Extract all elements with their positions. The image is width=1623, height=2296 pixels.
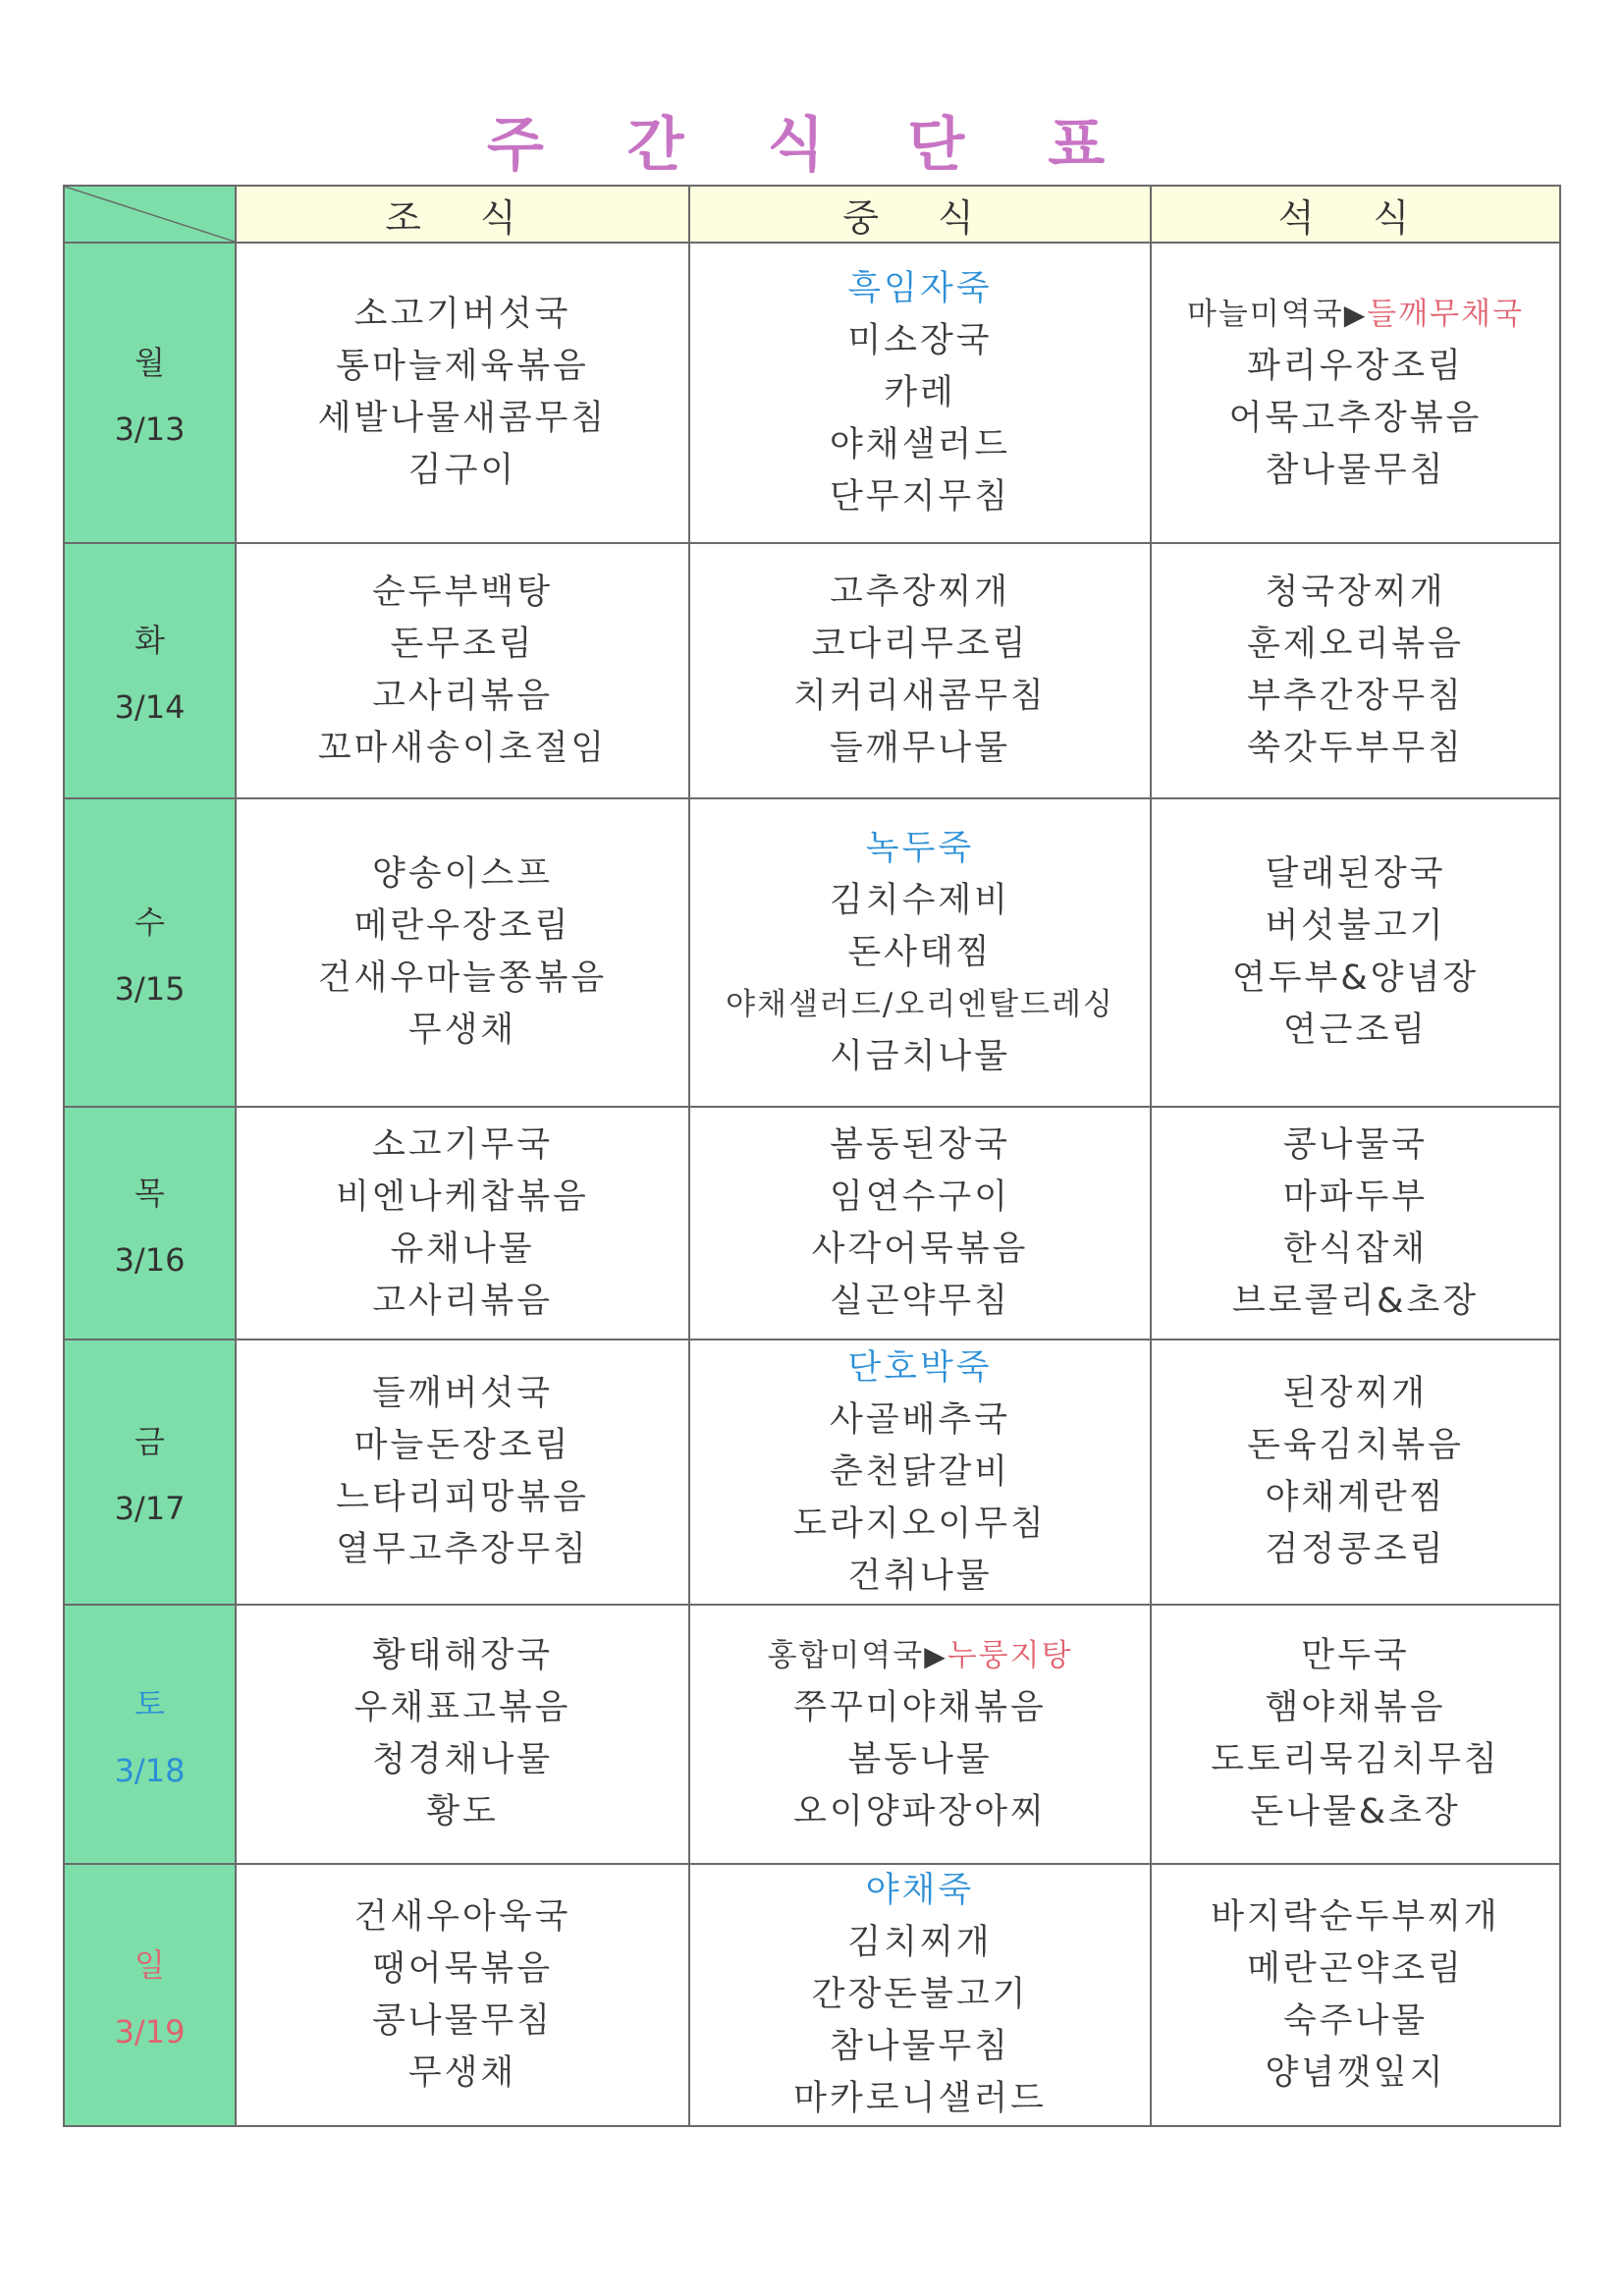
menu-item: 야채샐러드 bbox=[829, 424, 1011, 465]
lunch-cell bbox=[689, 798, 1151, 1107]
dinner-cell bbox=[1151, 1605, 1560, 1864]
menu-item: 코다리무조림 bbox=[811, 625, 1029, 664]
menu-item: 연근조림 bbox=[1282, 1011, 1429, 1050]
day-row bbox=[64, 798, 1560, 1107]
menu-item: 꼬마새송이초절임 bbox=[317, 729, 608, 768]
dinner-cell bbox=[1151, 543, 1560, 798]
menu-item: 들깨버섯국 bbox=[371, 1374, 554, 1413]
breakfast-cell bbox=[236, 1864, 689, 2126]
header-row bbox=[64, 186, 1560, 243]
menu-item: 봄동나물 bbox=[847, 1740, 993, 1779]
menu-item: 미소장국 bbox=[847, 320, 993, 360]
lunch-cell bbox=[689, 1339, 1151, 1605]
weekly-menu-table bbox=[63, 185, 1561, 2127]
porridge-item: 야채죽 bbox=[865, 1871, 975, 1910]
day-row bbox=[64, 1605, 1560, 1864]
menu-item: 순두부백탕 bbox=[371, 573, 554, 612]
menu-item: 세발나물새콤무침 bbox=[317, 399, 608, 438]
menu-item: 비엔나케찹볶음 bbox=[336, 1176, 589, 1217]
menu-item: 무생채 bbox=[407, 2052, 517, 2093]
menu-item: 콩나물국 bbox=[1282, 1124, 1429, 1165]
day-name: 화 bbox=[135, 622, 165, 659]
porridge-item: 흑임자죽 bbox=[847, 268, 993, 308]
menu-item: 유채나물 bbox=[390, 1229, 535, 1269]
day-date: 3/19 bbox=[114, 2012, 186, 2050]
breakfast-cell bbox=[236, 543, 689, 798]
breakfast-cell bbox=[236, 243, 689, 543]
menu-item: 봄동된장국 bbox=[829, 1124, 1011, 1165]
day-name: 토 bbox=[135, 1685, 165, 1722]
menu-item: 된장찌개 bbox=[1282, 1374, 1429, 1413]
menu-item: 만두국 bbox=[1301, 1636, 1410, 1675]
menu-item: 양송이스프 bbox=[371, 854, 554, 894]
page-title: 주 간 식 단 표 bbox=[486, 111, 1137, 180]
diagonal-line bbox=[65, 187, 235, 242]
menu-item: 우채표고볶음 bbox=[353, 1688, 571, 1727]
menu-item: 청경채나물 bbox=[371, 1740, 554, 1779]
menu-item: 사골배추국 bbox=[829, 1399, 1011, 1440]
arrow-icon: ▶ bbox=[1343, 299, 1368, 331]
lunch-cell bbox=[689, 543, 1151, 798]
arrow-icon: ▶ bbox=[924, 1640, 947, 1672]
menu-item: 메란우장조림 bbox=[353, 906, 571, 946]
day-name: 금 bbox=[135, 1423, 165, 1460]
menu-item: 간장돈불고기 bbox=[811, 1975, 1029, 2014]
breakfast-cell bbox=[236, 1339, 689, 1605]
menu-item: 버섯불고기 bbox=[1265, 906, 1446, 946]
menu-item: 무생채 bbox=[407, 1011, 517, 1050]
day-date: 3/17 bbox=[114, 1490, 186, 1527]
menu-item: 황태해장국 bbox=[371, 1636, 554, 1675]
day-cell bbox=[64, 1864, 236, 2126]
menu-item: 야채샐러드/오리엔탈드레싱 bbox=[726, 986, 1114, 1022]
porridge-item: 녹두죽 bbox=[865, 828, 975, 868]
menu-item: 마늘돈장조림 bbox=[353, 1426, 571, 1465]
day-row bbox=[64, 243, 1560, 543]
day-cell bbox=[64, 1605, 236, 1864]
day-row bbox=[64, 1864, 1560, 2126]
day-date: 3/15 bbox=[114, 970, 186, 1008]
menu-item: 햄야채볶음 bbox=[1265, 1688, 1446, 1727]
lunch-cell bbox=[689, 1107, 1151, 1339]
breakfast-cell bbox=[236, 798, 689, 1107]
menu-item: 쭈꾸미야채볶음 bbox=[793, 1688, 1047, 1727]
menu-item: 훈제오리볶음 bbox=[1247, 625, 1464, 664]
porridge-item: 단호박죽 bbox=[847, 1347, 993, 1388]
menu-item: 돈사태찜 bbox=[847, 932, 993, 972]
menu-item: 통마늘제육볶음 bbox=[336, 347, 589, 386]
menu-body bbox=[64, 243, 1560, 2126]
menu-item: 김치수제비 bbox=[829, 880, 1011, 920]
menu-item: 양념깻잎지 bbox=[1265, 2052, 1446, 2093]
dinner-cell bbox=[1151, 1864, 1560, 2126]
day-row bbox=[64, 543, 1560, 798]
breakfast-cell bbox=[236, 1107, 689, 1339]
day-name: 월 bbox=[135, 344, 165, 381]
menu-item: 소고기무국 bbox=[371, 1124, 554, 1165]
menu-item: 달래된장국 bbox=[1265, 854, 1446, 894]
menu-item: 쑥갓두부무침 bbox=[1247, 729, 1464, 768]
breakfast-cell bbox=[236, 1605, 689, 1864]
day-name: 일 bbox=[135, 1945, 165, 1984]
header-lunch: 중 식 bbox=[689, 186, 1151, 243]
menu-item: 소고기버섯국 bbox=[353, 295, 571, 334]
menu-item: 고사리볶음 bbox=[371, 1281, 554, 1321]
menu-item: 바지락순두부찌개 bbox=[1211, 1896, 1500, 1937]
menu-item: 참나물무침 bbox=[1265, 451, 1446, 490]
day-date: 3/18 bbox=[114, 1752, 186, 1789]
dinner-first-line bbox=[1152, 289, 1559, 341]
menu-item: 사각어묵볶음 bbox=[811, 1229, 1029, 1269]
menu-item: 치커리새콤무침 bbox=[793, 677, 1047, 716]
menu-item: 참나물무침 bbox=[829, 2027, 1011, 2066]
menu-item: 실곤약무침 bbox=[829, 1281, 1011, 1321]
menu-item: 도토리묵김치무침 bbox=[1211, 1740, 1500, 1779]
menu-item: 열무고추장무침 bbox=[336, 1530, 589, 1569]
dinner-cell bbox=[1151, 798, 1560, 1107]
menu-item: 야채계란찜 bbox=[1265, 1478, 1446, 1517]
day-date: 3/13 bbox=[114, 410, 186, 448]
corner-cell bbox=[64, 186, 236, 243]
menu-item: 단무지무침 bbox=[829, 476, 1011, 517]
menu-item: 숙주나물 bbox=[1282, 2000, 1429, 2041]
menu-item: 청국장찌개 bbox=[1265, 573, 1446, 612]
menu-item: 황도 bbox=[426, 1792, 499, 1831]
day-cell bbox=[64, 543, 236, 798]
day-date: 3/14 bbox=[114, 688, 186, 726]
menu-item: 돈무조림 bbox=[390, 625, 535, 664]
header-breakfast: 조 식 bbox=[236, 186, 689, 243]
menu-item: 꽈리우장조림 bbox=[1247, 347, 1464, 386]
menu-item: 고추장찌개 bbox=[829, 573, 1011, 612]
day-name: 목 bbox=[135, 1174, 165, 1212]
menu-item: 임연수구이 bbox=[829, 1176, 1011, 1217]
alternate-menu-item: 들깨무채국 bbox=[1367, 297, 1524, 332]
menu-item: 홍합미역국 bbox=[767, 1638, 925, 1673]
menu-item: 한식잡채 bbox=[1282, 1229, 1429, 1269]
menu-item: 땡어묵볶음 bbox=[371, 1948, 554, 1989]
dinner-cell bbox=[1151, 1339, 1560, 1605]
menu-item: 메란곤약조림 bbox=[1247, 1948, 1464, 1989]
menu-item: 브로콜리&초장 bbox=[1231, 1281, 1480, 1321]
day-cell bbox=[64, 1339, 236, 1605]
menu-item: 마파두부 bbox=[1282, 1176, 1429, 1217]
menu-item: 고사리볶음 bbox=[371, 677, 554, 716]
menu-item: 오이양파장아찌 bbox=[793, 1792, 1047, 1831]
menu-item: 느타리피망볶음 bbox=[336, 1478, 589, 1517]
dinner-cell bbox=[1151, 1107, 1560, 1339]
menu-item: 마늘미역국 bbox=[1186, 297, 1344, 332]
menu-item: 검정콩조림 bbox=[1265, 1530, 1446, 1569]
day-row bbox=[64, 1339, 1560, 1605]
lunch-cell bbox=[689, 1605, 1151, 1864]
menu-item: 콩나물무침 bbox=[371, 2000, 554, 2041]
lunch-cell bbox=[689, 243, 1151, 543]
menu-item: 김구이 bbox=[407, 451, 517, 490]
day-cell bbox=[64, 243, 236, 543]
menu-item: 춘천닭갈비 bbox=[829, 1451, 1011, 1492]
day-name: 수 bbox=[135, 903, 165, 941]
alternate-menu-item: 누룽지탕 bbox=[947, 1638, 1073, 1673]
day-cell bbox=[64, 798, 236, 1107]
dinner-cell bbox=[1151, 243, 1560, 543]
menu-item: 건새우마늘쫑볶음 bbox=[317, 958, 608, 998]
header-dinner: 석 식 bbox=[1151, 186, 1560, 243]
menu-item: 연두부&양념장 bbox=[1231, 958, 1480, 998]
menu-item: 들깨무나물 bbox=[829, 729, 1011, 768]
lunch-cell bbox=[689, 1864, 1151, 2126]
menu-item: 건취나물 bbox=[847, 1556, 993, 1596]
day-row bbox=[64, 1107, 1560, 1339]
menu-item: 어묵고추장볶음 bbox=[1228, 399, 1483, 438]
menu-item: 김치찌개 bbox=[847, 1923, 993, 1962]
menu-item: 돈육김치볶음 bbox=[1247, 1426, 1464, 1465]
menu-item: 도라지오이무침 bbox=[793, 1503, 1047, 1544]
menu-item: 건새우아욱국 bbox=[353, 1896, 571, 1937]
menu-item: 카레 bbox=[884, 372, 956, 412]
menu-item: 마카로니샐러드 bbox=[793, 2079, 1047, 2118]
day-date: 3/16 bbox=[114, 1240, 186, 1279]
menu-item: 시금치나물 bbox=[829, 1036, 1011, 1076]
lunch-first-line bbox=[690, 1630, 1150, 1682]
day-cell bbox=[64, 1107, 236, 1339]
menu-item: 부추간장무침 bbox=[1247, 677, 1464, 716]
menu-item: 돈나물&초장 bbox=[1250, 1792, 1461, 1831]
